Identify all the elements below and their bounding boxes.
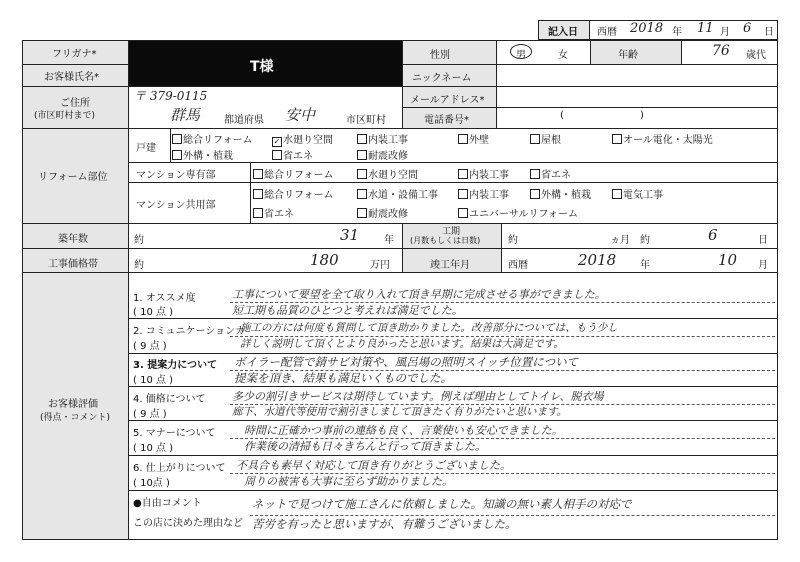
gender-male-circle [510,44,532,59]
eval-2-score: ( 9 点 ) [133,341,167,352]
kodate-opt-water[interactable]: ✓ 水廻り空間 [273,135,333,146]
period-day-unit: 日 [758,235,768,246]
eval-4-comment-2: 廊下、水道代等使用で割引きしまして頂きたく有りがたいと思います。 [232,406,568,418]
evaluation-section-sub: (得点・コメント) [40,413,111,423]
gender-male[interactable]: 男 [516,50,526,61]
period-day-approx: 約 [640,235,650,246]
completion-month[interactable]: 10 [718,251,738,269]
eval-3-label: 3. 提案力について [133,360,218,371]
entry-month: 11 [697,21,714,36]
eval-5-comment-2: 作業後の清掃も日々きちんと行って頂きました。 [244,440,486,453]
period-day-value[interactable]: 6 [708,226,718,244]
mansion-private-label: マンション専有部 [136,170,216,181]
kodate-opt-total[interactable]: 総合リフォーム [172,131,253,146]
eval-5-score: ( 10 点 ) [133,443,174,454]
completion-label: 竣工年月 [430,260,470,271]
building-age-unit: 年 [384,235,394,246]
address-sub: (市区町村まで) [34,111,96,121]
price-label: 工事価格帯 [48,259,98,270]
period-month-approx: 約 [508,235,518,246]
customer-name: T様 [250,59,274,75]
completion-year-unit: 年 [640,260,650,271]
age-unit: 歳代 [746,50,766,61]
free-comment-sub: この店に決めた理由など [133,518,243,529]
eval-5-comment-1: 時間に正確かつ事前の連絡も良く、言葉使いも安心できました。 [244,424,563,437]
period-sub: (月数もしくは日数) [410,236,481,245]
postal-code[interactable]: 〒 379-0115 [134,89,208,103]
eval-1-score: ( 10 点 ) [133,307,174,318]
building-age-approx: 約 [134,235,144,246]
name-label: お客様氏名* [44,72,99,83]
eval-4-label: 4. 価格について [133,394,206,405]
building-age-value[interactable]: 31 [340,226,360,244]
eval-4-score: ( 9 点 ) [133,409,167,420]
mc-opt-interior[interactable]: 内装工事 [458,186,509,201]
mp-opt-interior[interactable]: 内装工事 [458,166,509,181]
age-label: 年齢 [618,50,638,61]
email-field[interactable] [497,87,777,107]
free-comment-2: 苦労を有ったと思いますが、有難うございました。 [252,517,517,531]
phone-label: 電話番号* [424,115,469,126]
furigana-label: フリガナ* [52,49,97,60]
entry-date-label: 記入日 [548,27,578,38]
phone-paren-close: ) [640,110,644,121]
email-label: メールアドレス* [410,95,485,106]
entry-year: 2018 [630,21,664,36]
mc-opt-plumbing[interactable]: 水道・設備工事 [357,186,438,201]
free-comment-1: ネットで見つけて施工さんに依頼しました。知識の無い素人相手の対応で [252,497,632,511]
building-age-label: 築年数 [58,234,88,245]
kodate-opt-exterior[interactable]: 外構・植栽 [172,147,233,162]
eval-1-label: 1. オススメ度 [133,293,196,304]
kodate-opt-seismic[interactable]: 耐震改修 [357,147,408,162]
nickname-field[interactable] [497,65,777,86]
mc-opt-seismic[interactable]: 耐震改修 [357,205,408,220]
city-label: 市区町村 [346,115,386,126]
eval-6-label: 6. 仕上がりについて [133,463,226,474]
phone-field[interactable] [497,108,777,128]
completion-era: 西暦 [508,260,528,271]
mc-opt-total[interactable]: 総合リフォーム [253,186,334,201]
mc-opt-electrical[interactable]: 電気工事 [612,186,663,201]
eval-3-comment-1: ボイラー配管で錆サビ対策や、風呂場の照明スイッチ位置について [234,355,579,369]
period-label: 工期 [442,227,461,237]
eval-4-comment-1: 多少の割引きサービスは期待しています。例えば理由としてトイレ、脱衣場 [232,390,604,403]
phone-paren-open: ( [560,110,564,121]
age-value[interactable]: 76 [712,43,730,59]
eval-1-comment-1: 工事について要望を全て取り入れて頂き早期に完成させる事ができました。 [232,288,606,301]
eval-1-comment-2: 短工期も品質のひとつと考えれば満足でした。 [232,304,463,317]
eval-3-comment-2: 提案を頂き、結果も満足いくものでした。 [234,371,453,385]
eval-2-label: 2. コミュニケーションカ [133,326,246,337]
eval-5-label: 5. マナーについて [133,428,216,439]
kodate-opt-eco[interactable]: 省エネ [272,147,313,162]
mc-opt-universal[interactable]: ユニバーサルリフォーム [458,205,578,220]
evaluation-section-label: お客様評価 [48,399,98,410]
address-label: ご住所 [60,98,90,109]
entry-month-unit: 月 [720,27,730,38]
mp-opt-eco[interactable]: 省エネ [530,166,571,181]
eval-3-score: ( 10 点 ) [133,375,174,386]
eval-2-comment-2: 詳しく説明して頂くとより良かったと思います。結果は大満足です。 [240,338,564,350]
entry-day: 6 [743,21,752,36]
city-value[interactable]: 安中 [285,106,316,124]
mp-opt-total[interactable]: 総合リフォーム [253,166,334,181]
entry-day-unit: 日 [764,27,774,38]
eval-2-comment-1: 施工の方には何度も質問して頂き助かりました。改善部分については、もう少し [240,322,618,334]
nickname-label: ニックネーム [412,73,472,84]
mp-opt-water[interactable]: 水廻り空間 [357,166,418,181]
price-value[interactable]: 180 [310,251,339,269]
gender-female[interactable]: 女 [558,50,568,61]
completion-month-unit: 月 [758,260,768,271]
kodate-opt-roof[interactable]: 屋根 [530,131,561,146]
mc-opt-eco[interactable]: 省エネ [253,205,294,220]
kodate-opt-interior[interactable]: 内装工事 [357,131,408,146]
kodate-label: 戸建 [136,143,156,154]
reform-section-label: リフォーム部位 [38,172,108,183]
gender-label: 性別 [430,50,450,61]
eval-6-comment-1: 不具合も素早く対応して頂き有りがとうございました。 [236,459,511,472]
price-unit: 万円 [370,260,390,271]
mc-opt-exterior[interactable]: 外構・植栽 [530,186,591,201]
prefecture-value[interactable]: 群馬 [170,106,201,124]
eval-6-comment-2: 周りの被害も大事に至らず助かりました。 [244,475,453,488]
prefecture-label: 都道府県 [224,115,264,126]
kodate-opt-exterior-wall[interactable]: 外壁 [458,131,489,146]
mansion-common-label: マンション共用部 [136,200,216,211]
completion-year[interactable]: 2018 [578,251,617,269]
period-month-unit: ヵ月 [610,235,630,246]
free-comment-label: ●自由コメント [133,498,202,509]
eval-6-score: ( 10点 ) [133,478,170,489]
kodate-opt-electric[interactable]: オール電化・太陽光 [612,131,713,146]
checkbox-checked-icon: ✓ [273,137,281,146]
entry-era-label: 西暦 [597,27,617,38]
price-approx: 約 [134,260,144,271]
entry-year-unit: 年 [672,27,682,38]
